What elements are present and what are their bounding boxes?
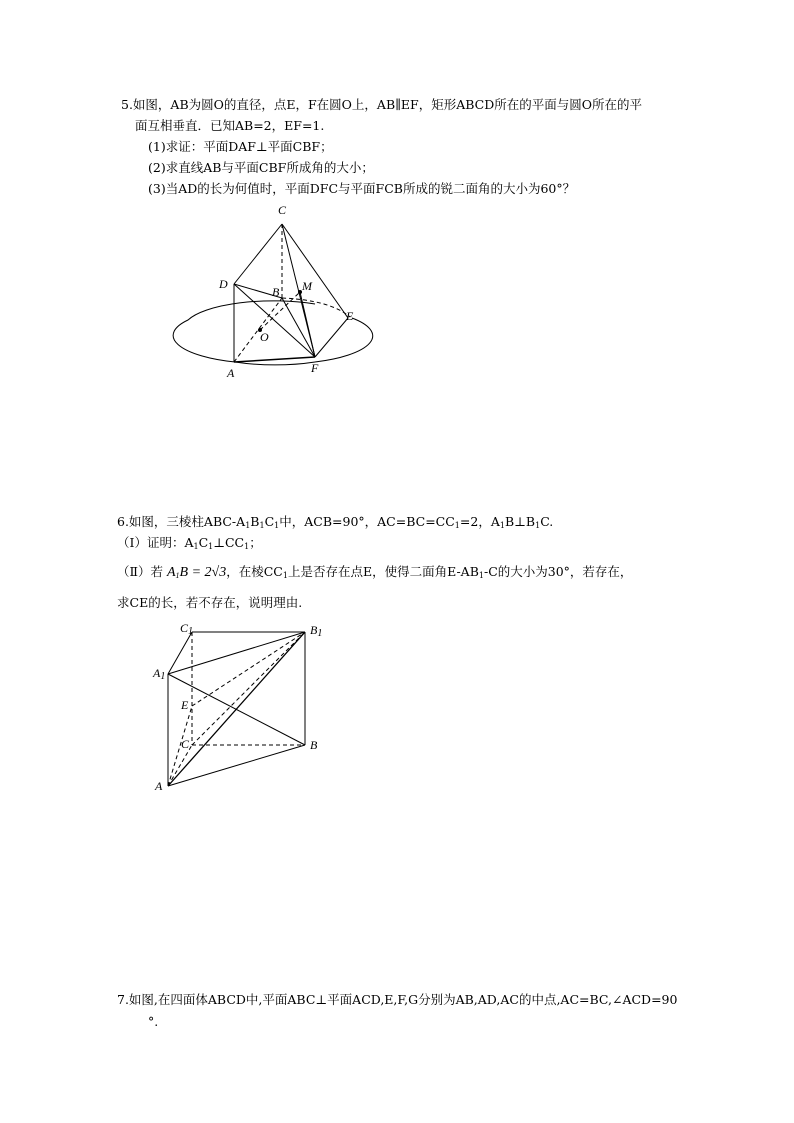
- label-A1: A1: [153, 666, 166, 682]
- formula-a1b: $A_1B = 2√3$: [166, 565, 227, 580]
- label-B1: B1: [310, 623, 323, 639]
- problem-6-question-1: （Ⅰ）证明：$A_1C_1\perp CC_1$；: [117, 535, 262, 551]
- label-E: E: [346, 309, 354, 323]
- label-F: F: [311, 361, 319, 375]
- problem-5-question-2: (2)求直线AB与平面CBF所成角的大小；: [148, 160, 374, 175]
- label-A: A: [155, 779, 163, 793]
- label-D: D: [219, 277, 228, 291]
- problem-5-question-3: (3)当AD的长为何值时，平面DFC与平面FCB所成的锐二面角的大小为60°？: [148, 181, 576, 196]
- problem-6-question-2: （Ⅱ）若 $A_1B = 2√3$，在棱$CC_1$上是否存在点E，使得二面角$E-AB_1-C$的大小为30°，若存在，: [117, 564, 633, 580]
- label-B: B: [272, 285, 280, 299]
- problem-6-header: 6.如图，三棱柱ABC-$A_1B_1C_1$中，ACB=90°，$AC=BC=CC_1=2$，$A_1B\perp B_1C$.: [117, 514, 554, 530]
- problem-5-line-1: 5.如图，AB为圆O的直径，点E，F在圆O上，AB∥EF，矩形ABCD所在的平面与圆O所在的平: [121, 97, 642, 112]
- label-M: M: [302, 279, 312, 293]
- problem-5-line-2: 面互相垂直．已知AB=2，EF=1.: [135, 118, 325, 133]
- problem-5-question-1: (1)求证：平面DAF⊥平面CBF；: [148, 139, 333, 154]
- problem-7-line-1: 7.如图,在四面体ABCD中,平面ABC⊥平面ACD,E,F,G分别为AB,AD,AC的中点,AC=BC,∠ACD=90: [117, 992, 678, 1007]
- label-B: B: [310, 738, 318, 752]
- problem-7-line-2: °.: [148, 1014, 159, 1029]
- problem-5-figure: [160, 200, 370, 385]
- problem-6-question-2-line-2: 求CE的长，若不存在，说明理由.: [117, 595, 303, 610]
- label-O: O: [260, 330, 269, 344]
- label-C: C: [181, 737, 190, 751]
- label-C1: C1: [180, 621, 194, 637]
- label-A: A: [227, 366, 235, 380]
- label-C: C: [278, 203, 287, 217]
- label-E: E: [181, 698, 189, 712]
- problem-6-figure: [150, 620, 330, 795]
